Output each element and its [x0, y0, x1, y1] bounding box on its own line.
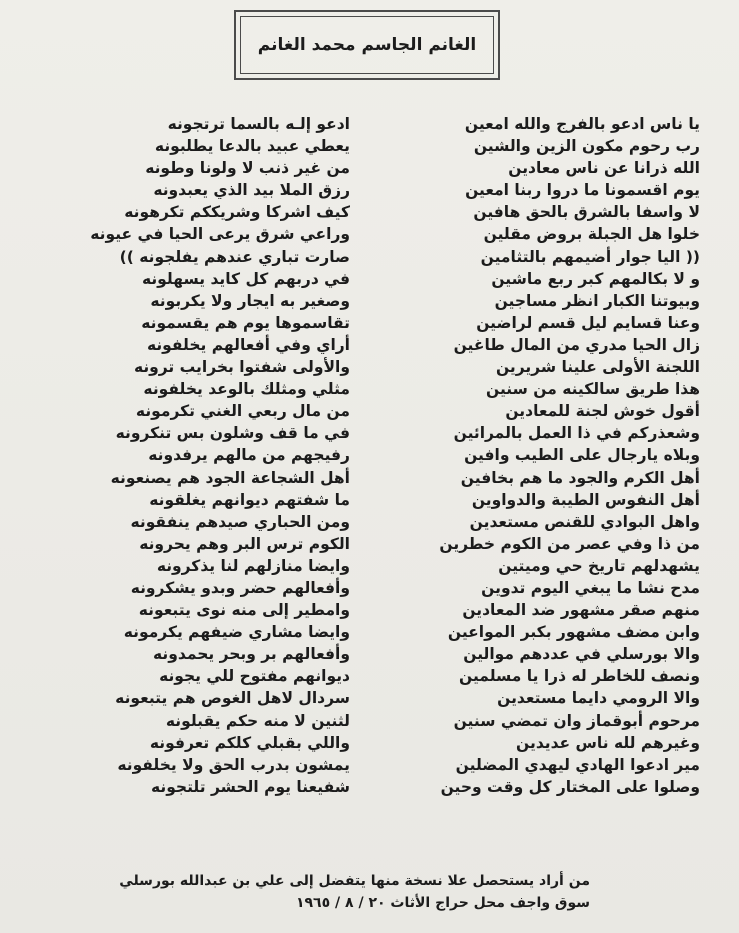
right-verse-line: رب رحوم مكون الزين والشين [473, 137, 700, 156]
left-verse-line: وصغير به ايجار ولا يكربونه [150, 291, 350, 310]
left-verse-line: والأولى شفتوا بخرايب ترونه [133, 358, 350, 377]
left-verse-line: صارت تباري عندهم يفلجونه )) [119, 247, 350, 266]
right-verse-line: اللجنة الأولى علينا شريرين [495, 358, 700, 377]
right-verse-line: والا الرومي دايما مستعدين [497, 689, 700, 708]
right-verse-line: أقول خوش لجنة للمعادين [505, 402, 700, 421]
right-verse-line: أهل الكرم والجود ما هم بخافين [460, 468, 700, 487]
title-inner-frame [240, 16, 494, 74]
left-verse-line: واللي بقبلي كلكم تعرفونه [149, 733, 350, 752]
left-verse-line: يمشون بدرب الحق ولا يخلفونه [117, 755, 350, 774]
right-verse-line: مير ادعوا الهادي ليهدي المضلين [455, 755, 700, 774]
right-verse-line: وشعذركم في ذا العمل بالمرائين [453, 424, 700, 443]
right-verse-line: وابن مضف مشهور بكبر المواعين [447, 623, 700, 642]
left-verse-line: في دربهم كل كايد يسهلونه [141, 269, 350, 288]
right-verse-line: وبيوتنا الكبار انظر مساجين [494, 291, 700, 310]
title-frame [234, 10, 500, 80]
left-verse-line: من مال ربعي الغني تكرمونه [135, 402, 350, 421]
left-verse-line: وايضا مشاري ضيفهم يكرمونه [123, 623, 350, 642]
left-verse-line: وراعي شرق يرعى الحيا في عيونه [90, 225, 350, 244]
footer-line-1: من أراد يستحصل علا نسخة منها يتفضل إلى علي بن عبدالله بورسلي [119, 873, 590, 889]
left-verse-line: وأفعالهم بر وبحر يحمدونه [153, 645, 350, 664]
right-verse-line: مرحوم أبوقماز وان تمضي سنين [453, 711, 700, 730]
left-verse-line: وأفعالهم حضر وبدو يشكرونه [130, 578, 350, 597]
right-verse-line: زال الحيا مدري من المال طاغين [453, 335, 700, 354]
right-verse-line: وعنا قسايم ليل قسم لراضين [476, 313, 700, 332]
right-verse-line: مدح نشا ما يبغي اليوم تدوين [481, 578, 700, 597]
right-verse-line: أهل النفوس الطيبة والدواوين [471, 490, 700, 509]
left-verse-line: أراي وفي أفعالهم يخلفونه [146, 335, 350, 354]
right-verse-line: وغيرهم لله ناس عديدين [516, 733, 700, 752]
right-verse-line: هذا طريق سالكينه من سنين [486, 380, 700, 399]
left-verse-line: سردال لاهل الغوص هم يتبعونه [115, 689, 350, 708]
right-verse-column [400, 113, 700, 798]
left-verse-line: رزق الملا بيد الذي يعبدونه [153, 181, 350, 200]
left-verse-line: الكوم ترس البر وهم يحرونه [139, 534, 350, 553]
left-verse-line: من غير ذنب لا ولونا وطونه [145, 159, 350, 178]
right-verse-line: و لا بكالمهم كبر ربع ماشين [491, 269, 700, 288]
right-verse-line: (( اليا جوار أضيمهم بالتثامين [480, 247, 700, 266]
right-verse-line: والا بورسلي في عددهم موالين [463, 645, 700, 664]
left-verse-line: كيف اشركا وشريككم تكرهونه [124, 203, 350, 222]
left-verse-line: شفيعنا يوم الحشر تلتجونه [150, 777, 350, 796]
right-verse-line: يا ناس ادعو بالفرج والله امعين [464, 115, 700, 133]
left-verse-line: يعطي عبيد بالدعا يطلبونه [154, 137, 350, 156]
footer-note [119, 870, 590, 914]
left-verse-line: رفيجهم من مالهم يرفدونه [148, 446, 350, 465]
right-verse-line: وبلاه يارجال على الطيب وافين [464, 446, 700, 465]
right-verse-line: وصلوا على المختار كل وقت وحين [440, 777, 700, 796]
right-verse-line: يوم اقسمونا ما دروا ربنا امعين [465, 181, 700, 200]
left-verse-line: أهل الشجاعة الجود هم يصنعونه [110, 468, 350, 487]
left-verse-line: وايضا منازلهم لنا يذكرونه [156, 556, 350, 575]
left-verse-line: في ما قف وشلون بس تنكرونه [115, 424, 350, 443]
poem-title: الغانم الجاسم محمد الغانم [257, 35, 477, 55]
right-verse-line: الله ذرانا عن ناس معادين [508, 159, 700, 178]
left-verse-line: ومن الحباري صيدهم ينفقونه [130, 512, 350, 531]
right-verse-line: لا واسفا بالشرق بالحق هافين [473, 203, 700, 222]
footer-line-2: سوق واجف محل حراج الأثاث ٢٠ / ٨ / ١٩٦٥ [295, 895, 590, 911]
right-verse-line: من ذا وفي عصر من الكوم خطرين [439, 534, 700, 553]
left-verse-line: ما شفتهم ديوانهم يغلقونه [149, 490, 350, 509]
right-verse-line: منهم صقر مشهور ضد المعادين [462, 601, 700, 620]
left-verse-line: تقاسموها يوم هم يقسمونه [141, 313, 350, 332]
left-verse-line: وامطير إلى منه نوى يتبعونه [138, 601, 350, 620]
left-verse-line: لثنين لا منه حكم يقبلونه [165, 711, 350, 730]
right-verse-line: واهل البوادي للقنص مستعدين [469, 512, 700, 531]
left-verse-line: مثلي ومثلك بالوعد يخلفونه [143, 380, 350, 399]
left-verse-column [50, 113, 350, 798]
left-verse-line: ديوانهم مفتوح للي يجونه [159, 667, 350, 686]
right-verse-line: خلوا هل الجبلة بروض مقلين [483, 225, 700, 244]
left-verse-line: ادعو إلـه بالسما ترتجونه [167, 115, 350, 133]
right-verse-line: يشهدلهم تاريخ حي وميتين [498, 556, 700, 575]
right-verse-line: ونصف للخاطر له ذرا يا مسلمين [459, 667, 700, 686]
